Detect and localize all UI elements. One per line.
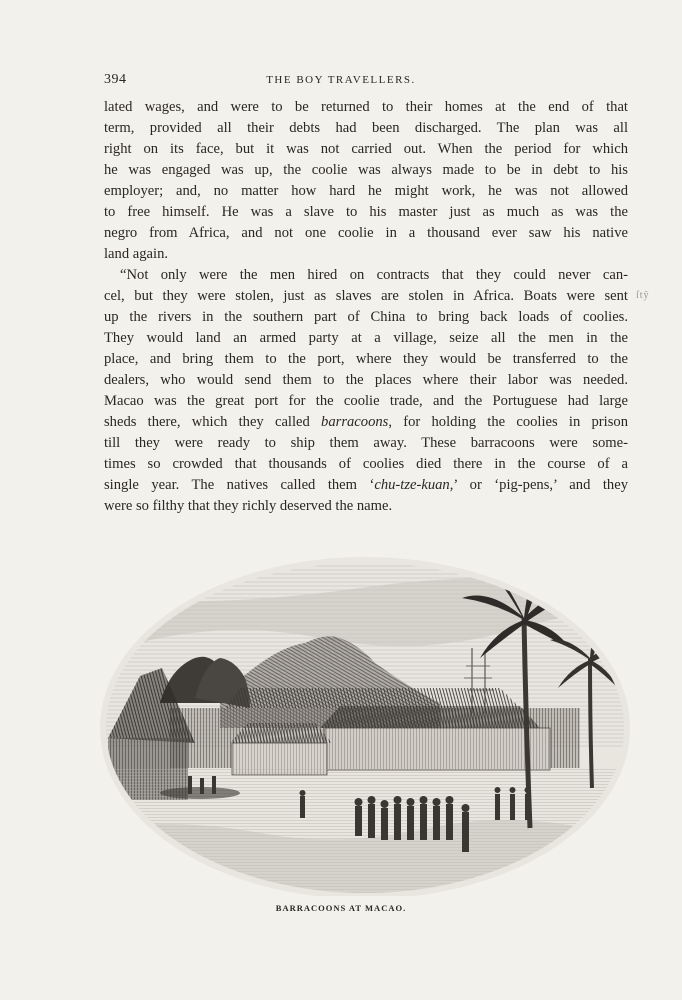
- engraving-barracoons-illustration: [100, 528, 630, 896]
- page-number: 394: [104, 72, 127, 87]
- margin-show-through-mark: ſtŷ: [636, 290, 650, 301]
- text-line: he was engaged was up, the coolie was always made to be in debt to his: [104, 162, 628, 178]
- text-line: up the rivers in the southern part of China to bring back loads of coolies.: [104, 309, 628, 325]
- body-text: [104, 97, 628, 517]
- text-line: right on its face, but it was not carried out. When the period for which: [104, 141, 628, 157]
- text-line: negro from Africa, and not one coolie in a thousand ever saw his native: [104, 225, 628, 241]
- text-line: place, and bring them to the port, where they would be transferred to the: [104, 351, 628, 367]
- text-line: to free himself. He was a slave to his master just as much as was the: [104, 204, 628, 220]
- text-line: Macao was the great port for the coolie trade, and the Portuguese had large: [104, 393, 628, 409]
- text-line: cel, but they were stolen, just as slaves are stolen in Africa. Boats were sent: [104, 288, 628, 304]
- text-line: “Not only were the men hired on contracts that they could never can-: [120, 267, 628, 283]
- text-line: sheds there, which they called barracoons, for holding the coolies in prison: [104, 414, 628, 430]
- text-line: times so crowded that thousands of coolies died there in the course of a: [104, 456, 628, 472]
- text-line: term, provided all their debts had been discharged. The plan was all: [104, 120, 628, 136]
- text-line: employer; and, no matter how hard he might work, he was not allowed: [104, 183, 628, 199]
- text-line: till they were ready to ship them away. These barracoons were some-: [104, 435, 628, 451]
- running-title: THE BOY TRAVELLERS.: [266, 74, 416, 86]
- text-line: They would land an armed party at a village, seize all the men in the: [104, 330, 628, 346]
- italic-term: barracoons: [321, 414, 389, 430]
- text-line: dealers, who would send them to the places where their labor was needed.: [104, 372, 628, 388]
- figure-caption: BARRACOONS AT MACAO.: [275, 903, 407, 913]
- text-line: land again.: [104, 246, 169, 262]
- text-line: were so filthy that they richly deserved the name.: [104, 498, 393, 514]
- text-line: single year. The natives called them ‘chu-tze-kuan,’ or ‘pig-pens,’ and they: [104, 477, 628, 493]
- text-line: lated wages, and were to be returned to their homes at the end of that: [104, 99, 628, 115]
- italic-term: chu-tze-kuan: [374, 477, 450, 493]
